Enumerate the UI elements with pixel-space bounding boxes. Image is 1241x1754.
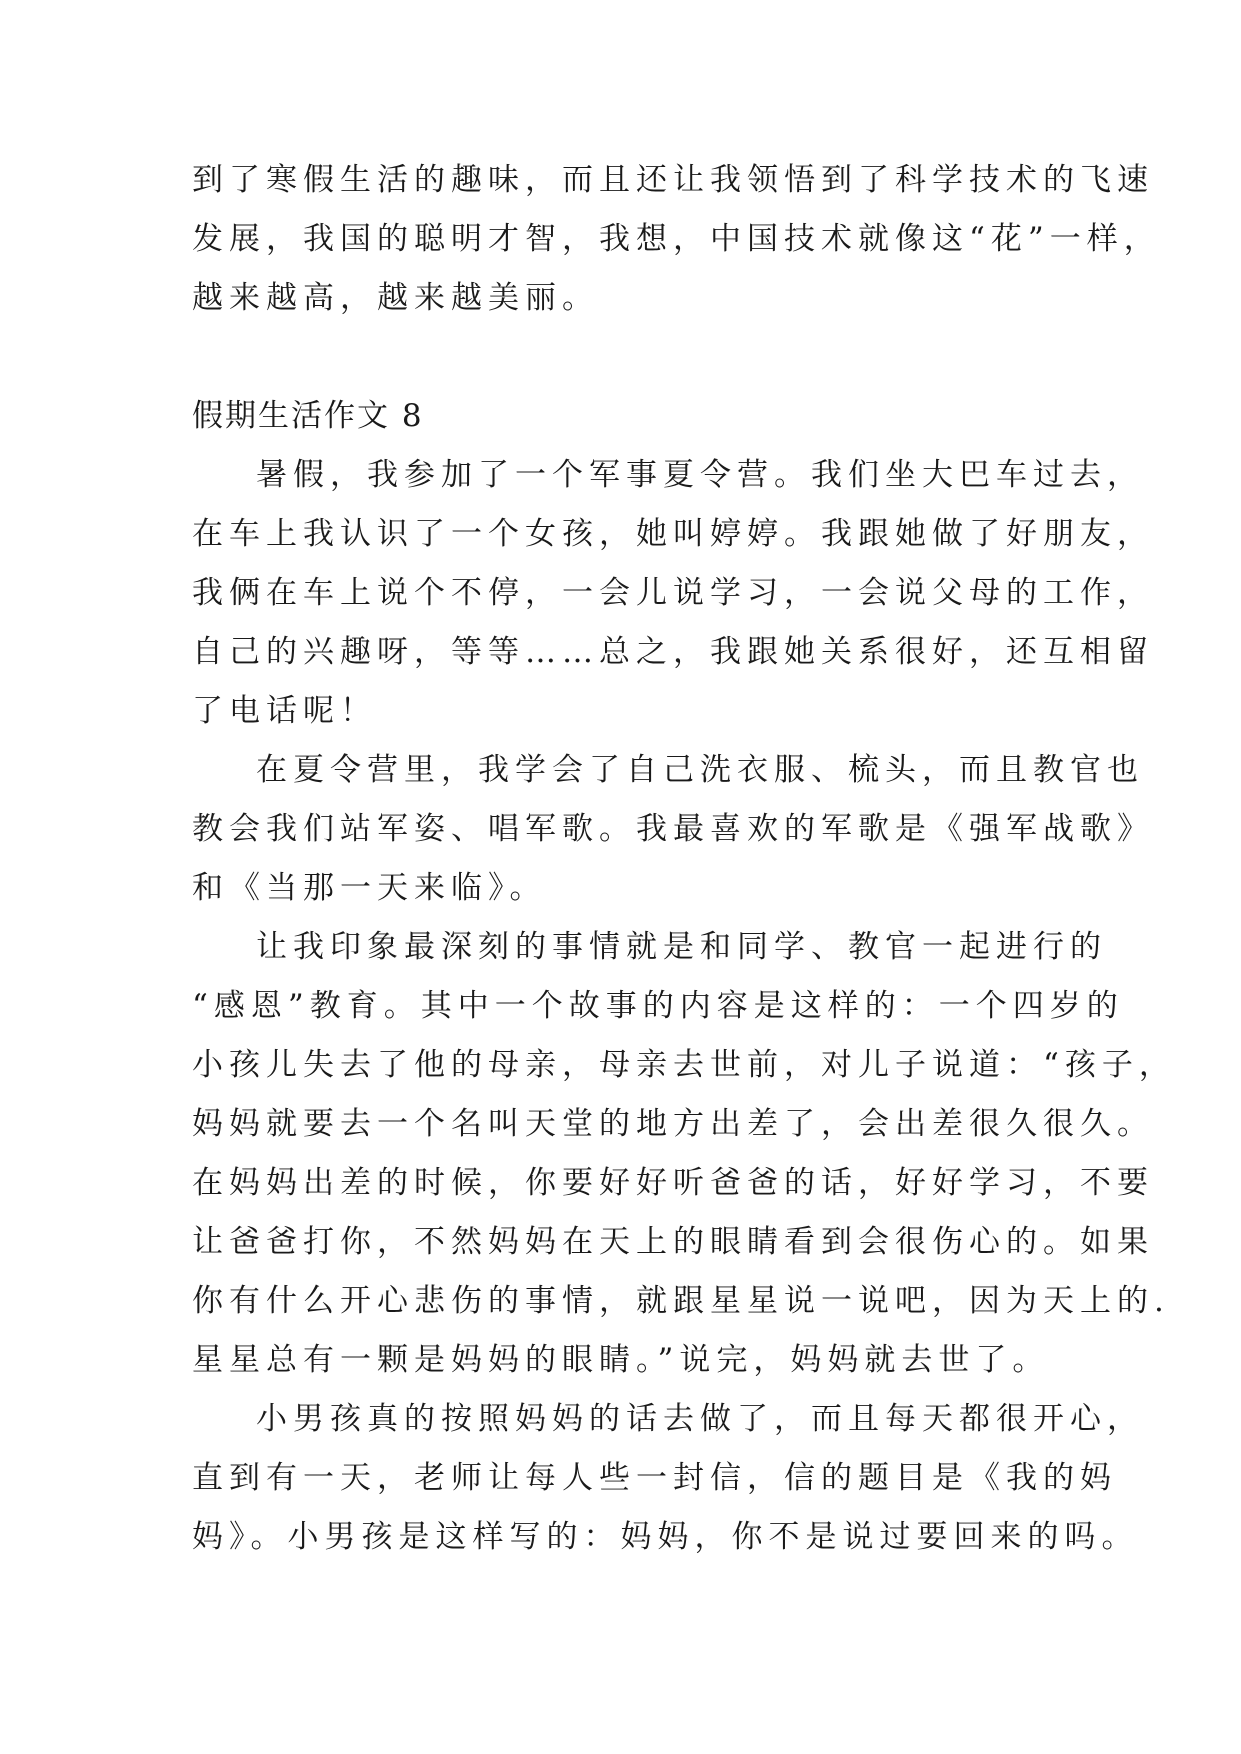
text-line: 让我印象最深刻的事情就是和同学、教官一起进行的 — [256, 929, 1107, 965]
text-line: 让爸爸打你，不然妈妈在天上的眼睛看到会很伤心的。如果 — [192, 1224, 1154, 1260]
text-line: 和《当那一天来临》。 — [192, 870, 547, 906]
section-title: 假期生活作文 8 — [192, 398, 424, 434]
text-line: 直到有一天，老师让每人些一封信，信的题目是《我的妈 — [192, 1460, 1117, 1496]
text-line: 了电话呢！ — [192, 693, 377, 729]
text-line: 在车上我认识了一个女孩，她叫婷婷。我跟她做了好朋友， — [192, 516, 1154, 552]
document-page — [192, 160, 1176, 1576]
text-line: 妈妈就要去一个名叫天堂的地方出差了，会出差很久很久。 — [192, 1106, 1154, 1142]
text-line: 你有什么开心悲伤的事情，就跟星星说一说吧，因为天上的. — [192, 1283, 1170, 1319]
text-line: 教会我们站军姿、唱军歌。我最喜欢的军歌是《强军战歌》 — [192, 811, 1154, 847]
text-line: 发展，我国的聪明才智，我想，中国技术就像这“花”一样， — [192, 221, 1161, 257]
text-line: 到了寒假生活的趣味，而且还让我领悟到了科学技术的飞速 — [192, 162, 1154, 198]
text-line: 在妈妈出差的时候，你要好好听爸爸的话，好好学习，不要 — [192, 1165, 1154, 1201]
section-spacer — [192, 337, 1072, 396]
text-line: 星星总有一颗是妈妈的眼睛。”说完，妈妈就去世了。 — [192, 1342, 1050, 1378]
text-line: 暑假，我参加了一个军事夏令营。我们坐大巴车过去， — [256, 457, 1144, 493]
text-line: 越来越高，越来越美丽。 — [192, 280, 599, 316]
text-line: 在夏令营里，我学会了自己洗衣服、梳头，而且教官也 — [256, 752, 1144, 788]
text-line: 自己的兴趣呀，等等……总之，我跟她关系很好，还互相留 — [192, 634, 1154, 670]
text-line: 我俩在车上说个不停，一会儿说学习，一会说父母的工作， — [192, 575, 1154, 611]
text-line: 小孩儿失去了他的母亲，母亲去世前，对儿子说道：“孩子， — [192, 1047, 1176, 1083]
text-line: 妈》。小男孩是这样写的：妈妈，你不是说过要回来的吗。 — [192, 1519, 1139, 1555]
text-line: 小男孩真的按照妈妈的话去做了，而且每天都很开心， — [256, 1401, 1144, 1437]
text-line: “感恩”教育。其中一个故事的内容是这样的：一个四岁的 — [192, 988, 1124, 1024]
